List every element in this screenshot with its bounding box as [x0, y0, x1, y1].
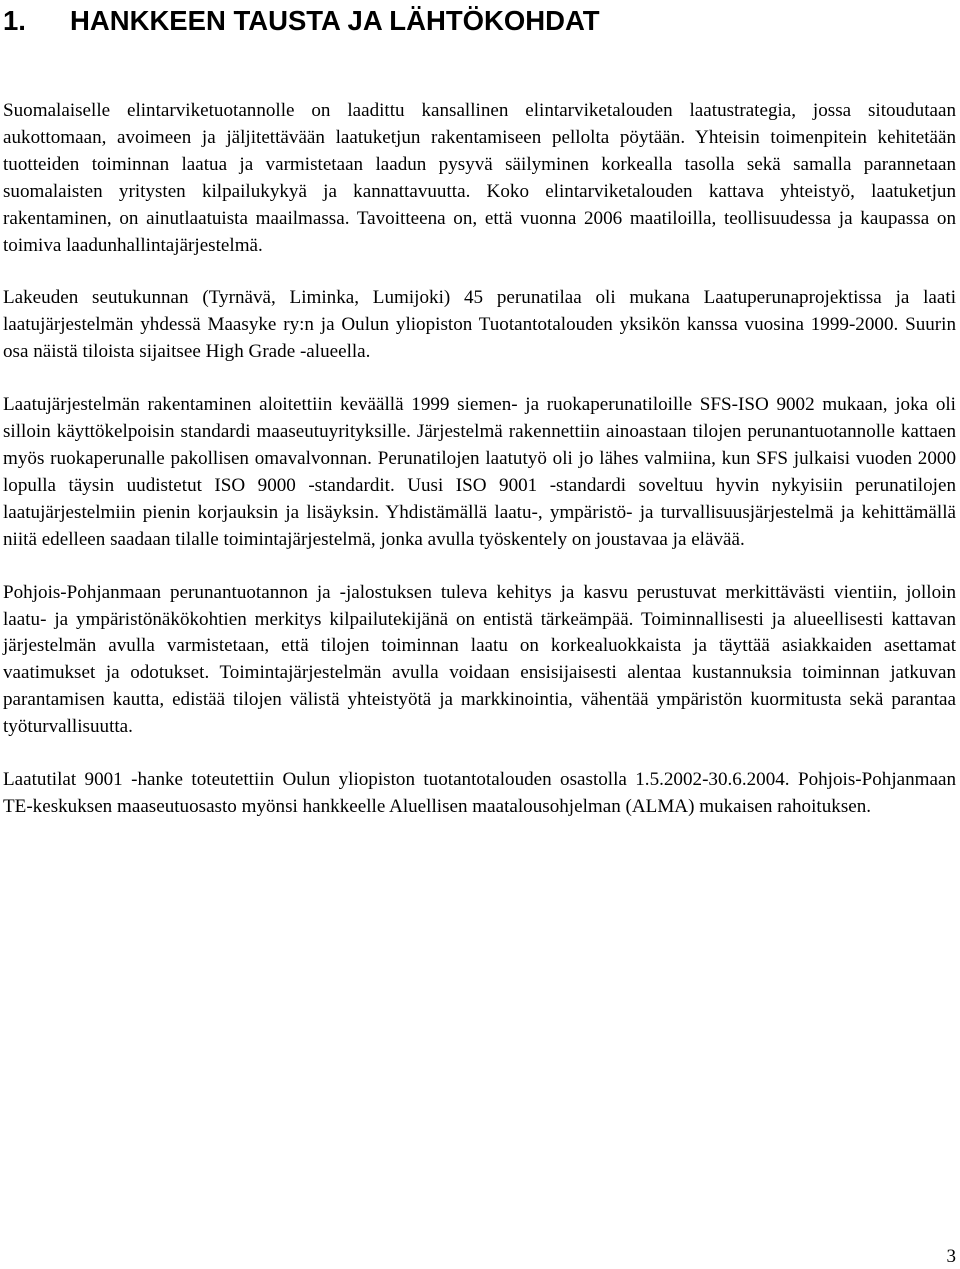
section-title: HANKKEEN TAUSTA JA LÄHTÖKOHDAT	[70, 5, 600, 36]
page-number: 3	[946, 1246, 956, 1267]
body-text	[3, 98, 956, 821]
paragraph-strategy: Suomalaiselle elintarviketuotannolle on laadittu kansallinen elintarviketalouden laatustrategia, jossa sitoudutaan aukottomaan, avoimeen ja jäljitettävään laatuketjun rakentamiseen pellolta pöytään. Yhteisin toimenpitein kehitetään tuotteiden toiminnan laatua ja varmistetaan laadun pysyvä säilyminen korkealla tasolla sekä samalla parannetaan suomalaisten yritysten kilpailukykyä ja kannattavuutta. Koko elintarviketalouden kattava yhteistyö, laatuketjun rakentaminen, on ainutlaatuista maailmassa. Tavoitteena on, että vuonna 2006 maatiloilla, teollisuudessa ja kaupassa on toimiva laadunhallintajärjestelmä.	[3, 100, 956, 256]
section-heading	[3, 4, 600, 38]
section-number: 1.	[3, 5, 26, 36]
paragraph-lakeuden: Lakeuden seutukunnan (Tyrnävä, Liminka, Lumijoki) 45 perunatilaa oli mukana Laatuperunaprojektissa ja laati laatujärjestelmän yhdessä Maasyke ry:n ja Oulun yliopiston Tuotantotalouden yksikön kanssa vuosina 1999-2000. Suurin osa näistä tiloista sijaitsee High Grade -alueella.	[3, 287, 956, 363]
paragraph-project-funding: Laatutilat 9001 -hanke toteutettiin Oulun yliopiston tuotantotalouden osastolla 1.5.2002-30.6.2004. Pohjois-Pohjanmaan TE-keskuksen maaseutuosasto myönsi hankkeelle Aluellisen maatalousohjelman (ALMA) mukaisen rahoituksen.	[3, 769, 956, 817]
paragraph-development: Pohjois-Pohjanmaan perunantuotannon ja -jalostuksen tuleva kehitys ja kasvu perustuvat merkittävästi vientiin, jolloin laatu- ja ympäristönäkökohtien merkitys kilpailutekijänä on entistä tärkeämpää. Toiminnallisesti ja alueellisesti kattavan järjestelmän avulla varmistetaan, että tilojen toiminnan laatu on korkealuokkaista ja täyttää asiakkaiden asettamat vaatimukset ja odotukset. Toimintajärjestelmän avulla voidaan ensisijaisesti alentaa kustannuksia toiminnan jatkuvan parantamisen kautta, edistää tilojen välistä yhteistyötä ja markkinointia, vähentää ympäristön kuormitusta sekä parantaa työturvallisuutta.	[3, 581, 956, 738]
paragraph-quality-system: Laatujärjestelmän rakentaminen aloitettiin keväällä 1999 siemen- ja ruokaperunatiloille SFS-ISO 9002 mukaan, joka oli silloin käyttökelpoisin standardi maaseutuyrityksille. Järjestelmä rakennettiin ainoastaan tilojen perunantuotannolle kattaen myös ruokaperunalle pakollisen omavalvonnan. Perunatilojen laatutyö oli jo lähes valmiina, kun SFS julkaisi vuoden 2000 lopulla täysin uudistetut ISO 9000 -standardit. Uusi ISO 9001 -standardi soveltuu hyvin nykyisiin perunatilojen laatujärjestelmiin pienin korjauksin ja lisäyksin. Yhdistämällä laatu-, ympäristö- ja turvallisuusjärjestelmä ja kehittämällä niitä edelleen saadaan tilalle toimintajärjestelmä, jonka avulla työskentely on joustavaa ja elävää.	[3, 394, 956, 550]
